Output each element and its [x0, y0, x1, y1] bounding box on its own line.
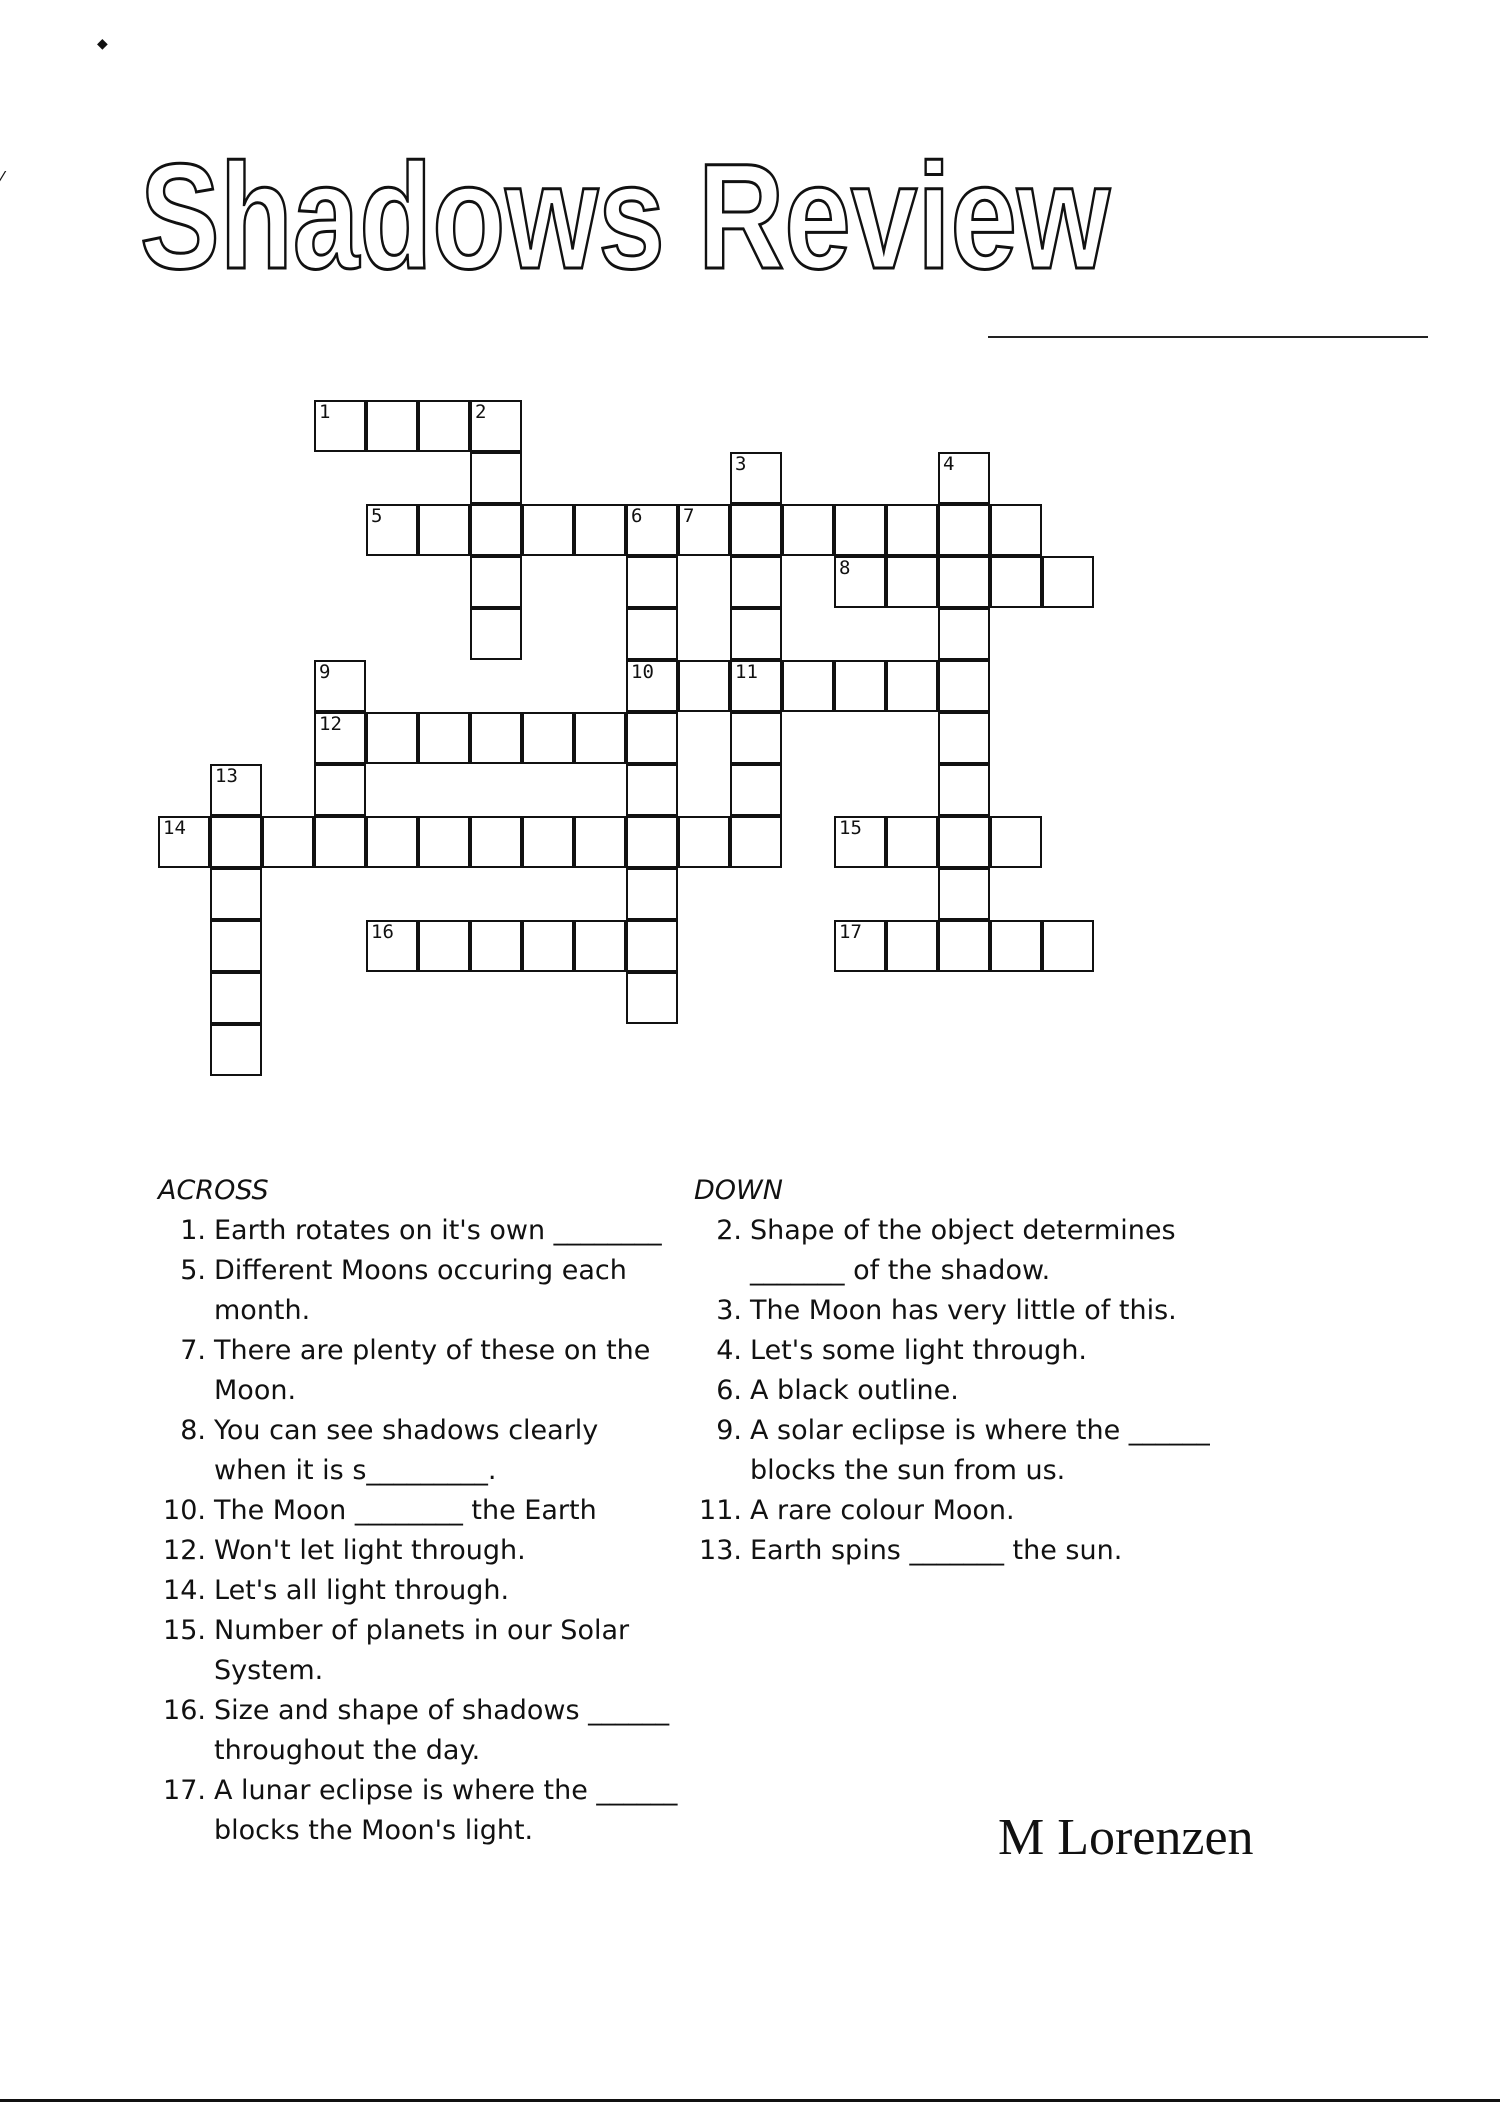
clue-number: 6 [631, 505, 643, 527]
scan-mark: ⁄ [0, 168, 4, 189]
clue-number: 13 [215, 765, 238, 787]
crossword-cell[interactable] [210, 920, 262, 972]
crossword-cell[interactable] [626, 712, 678, 764]
crossword-cell[interactable] [314, 400, 366, 452]
clue-num: 5. [180, 1255, 206, 1286]
crossword-cell[interactable] [366, 920, 418, 972]
crossword-cell[interactable] [158, 816, 210, 868]
crossword-cell[interactable] [782, 504, 834, 556]
clue-number: 9 [319, 661, 331, 683]
clue-number: 16 [371, 921, 394, 943]
crossword-cell[interactable] [938, 556, 990, 608]
clue-number: 12 [319, 713, 342, 735]
clue-text: Earth spins _______ the sun. [750, 1535, 1123, 1566]
crossword-cell[interactable] [418, 400, 470, 452]
crossword-cell[interactable] [730, 764, 782, 816]
clue-num: 2. [716, 1215, 742, 1246]
crossword-cell[interactable] [730, 504, 782, 556]
crossword-cell[interactable] [834, 660, 886, 712]
crossword-cell[interactable] [522, 712, 574, 764]
crossword-cell[interactable] [626, 556, 678, 608]
crossword-cell[interactable] [470, 504, 522, 556]
clue-num: 7. [180, 1335, 206, 1366]
crossword-cell[interactable] [418, 712, 470, 764]
across-clue [158, 1531, 678, 1571]
crossword-cell[interactable] [730, 556, 782, 608]
crossword-cell[interactable] [886, 660, 938, 712]
crossword-cell[interactable] [730, 712, 782, 764]
across-clue [158, 1211, 678, 1251]
clue-text: Different Moons occuring each month. [214, 1255, 627, 1326]
crossword-cell[interactable] [210, 816, 262, 868]
crossword-cell[interactable] [834, 556, 886, 608]
clue-num: 6. [716, 1375, 742, 1406]
crossword-cell[interactable] [730, 608, 782, 660]
crossword-cell[interactable] [314, 764, 366, 816]
crossword-cell[interactable] [626, 504, 678, 556]
author-name: M Lorenzen [998, 1809, 1254, 1866]
crossword-cell[interactable] [834, 816, 886, 868]
clue-num: 8. [180, 1415, 206, 1446]
crossword-cell[interactable] [366, 400, 418, 452]
crossword-cell[interactable] [366, 816, 418, 868]
clue-number: 11 [735, 661, 758, 683]
clue-text: You can see shadows clearly when it is s_________. [214, 1415, 599, 1486]
crossword-cell[interactable] [730, 452, 782, 504]
clue-num: 1. [180, 1215, 206, 1246]
title-text: Shadows Review [140, 132, 1111, 300]
crossword-cell[interactable] [470, 920, 522, 972]
clue-text: Won't let light through. [214, 1535, 526, 1566]
crossword-cell[interactable] [834, 504, 886, 556]
clue-text: Let's some light through. [750, 1335, 1088, 1366]
clue-text: Earth rotates on it's own ________ [214, 1215, 662, 1246]
crossword-cell[interactable] [626, 972, 678, 1024]
crossword-cell[interactable] [938, 452, 990, 504]
crossword-cell[interactable] [522, 816, 574, 868]
across-clue [158, 1331, 678, 1411]
crossword-cell[interactable] [938, 920, 990, 972]
across-clue [158, 1571, 678, 1611]
clue-number: 7 [683, 505, 695, 527]
crossword-cell[interactable] [1042, 920, 1094, 972]
crossword-cell[interactable] [210, 868, 262, 920]
crossword-cell[interactable] [262, 816, 314, 868]
crossword-cell[interactable] [938, 868, 990, 920]
crossword-cell[interactable] [938, 504, 990, 556]
crossword-cell[interactable] [626, 920, 678, 972]
down-clue [694, 1411, 1254, 1491]
clue-text: There are plenty of these on the Moon. [214, 1335, 651, 1406]
crossword-cell[interactable] [1042, 556, 1094, 608]
crossword-cell[interactable] [210, 972, 262, 1024]
crossword-cell[interactable] [938, 816, 990, 868]
crossword-cell[interactable] [938, 712, 990, 764]
crossword-cell[interactable] [574, 816, 626, 868]
down-clue [694, 1371, 1254, 1411]
down-clue [694, 1291, 1254, 1331]
clue-number: 10 [631, 661, 654, 683]
clue-number: 15 [839, 817, 862, 839]
crossword-cell[interactable] [210, 1024, 262, 1076]
clue-number: 14 [163, 817, 186, 839]
crossword-cell[interactable] [886, 504, 938, 556]
clue-num: 14. [163, 1575, 206, 1606]
across-heading: ACROSS [158, 1175, 269, 1206]
crossword-cell[interactable] [470, 608, 522, 660]
clue-num: 11. [699, 1495, 742, 1526]
crossword-cell[interactable] [990, 920, 1042, 972]
clue-num: 4. [716, 1335, 742, 1366]
crossword-cell[interactable] [834, 920, 886, 972]
crossword-cell[interactable] [470, 556, 522, 608]
crossword-cell[interactable] [574, 920, 626, 972]
crossword-cell[interactable] [522, 920, 574, 972]
crossword-cell[interactable] [730, 816, 782, 868]
down-clue [694, 1331, 1254, 1371]
clue-text: Size and shape of shadows ______ throughout the day. [214, 1695, 670, 1766]
crossword-cell[interactable] [470, 400, 522, 452]
clue-num: 13. [699, 1535, 742, 1566]
crossword-cell[interactable] [678, 504, 730, 556]
crossword-cell[interactable] [626, 660, 678, 712]
clue-text: A solar eclipse is where the ______ blocks the sun from us. [750, 1415, 1210, 1486]
crossword-cell[interactable] [626, 868, 678, 920]
across-clue [158, 1491, 678, 1531]
crossword-cell[interactable] [990, 504, 1042, 556]
down-clue [694, 1491, 1254, 1531]
crossword-cell[interactable] [678, 816, 730, 868]
crossword-cell[interactable] [990, 556, 1042, 608]
crossword-cell[interactable] [314, 816, 366, 868]
page-bottom-rule [0, 2099, 1500, 2102]
crossword-cell[interactable] [990, 816, 1042, 868]
crossword-cell[interactable] [366, 504, 418, 556]
clue-num: 12. [163, 1535, 206, 1566]
crossword-cell[interactable] [418, 504, 470, 556]
crossword-cell[interactable] [418, 816, 470, 868]
crossword-cell[interactable] [470, 816, 522, 868]
crossword-cell[interactable] [730, 660, 782, 712]
clue-number: 1 [319, 401, 331, 423]
crossword-cell[interactable] [938, 764, 990, 816]
scan-speck: ◆ [97, 36, 108, 52]
crossword-cell[interactable] [678, 660, 730, 712]
crossword-cell[interactable] [314, 660, 366, 712]
clue-text: A black outline. [750, 1375, 959, 1406]
clue-num: 17. [163, 1775, 206, 1806]
crossword-cell[interactable] [626, 764, 678, 816]
clue-text: The Moon has very little of this. [750, 1295, 1177, 1326]
crossword-cell[interactable] [522, 504, 574, 556]
clue-number: 17 [839, 921, 862, 943]
clue-text: Shape of the object determines _______ of the shadow. [750, 1215, 1176, 1286]
across-clue [158, 1411, 678, 1491]
crossword-cell[interactable] [574, 712, 626, 764]
clue-text: Let's all light through. [214, 1575, 510, 1606]
crossword-cell[interactable] [782, 660, 834, 712]
crossword-cell[interactable] [418, 920, 470, 972]
down-heading: DOWN [694, 1175, 783, 1206]
clue-text: A rare colour Moon. [750, 1495, 1015, 1526]
across-clue [158, 1611, 678, 1691]
clue-text: A lunar eclipse is where the ______ blocks the Moon's light. [214, 1775, 678, 1846]
crossword-cell[interactable] [938, 608, 990, 660]
down-clue [694, 1531, 1254, 1571]
across-clue [158, 1771, 678, 1851]
clue-number: 5 [371, 505, 383, 527]
crossword-cell[interactable] [886, 816, 938, 868]
crossword-cell[interactable] [626, 608, 678, 660]
crossword-cell[interactable] [470, 452, 522, 504]
crossword-cell[interactable] [886, 920, 938, 972]
crossword-cell[interactable] [626, 816, 678, 868]
down-clue [694, 1211, 1254, 1291]
down-clues [694, 1171, 1254, 1571]
clue-num: 3. [716, 1295, 742, 1326]
clue-number: 3 [735, 453, 747, 475]
across-clue [158, 1251, 678, 1331]
clue-text: The Moon ________ the Earth [214, 1495, 597, 1526]
across-clues [158, 1171, 678, 1851]
clue-text: Number of planets in our Solar System. [214, 1615, 630, 1686]
across-clue [158, 1691, 678, 1771]
clue-number: 4 [943, 453, 955, 475]
clue-num: 10. [163, 1495, 206, 1526]
clue-num: 9. [716, 1415, 742, 1446]
crossword-cell[interactable] [938, 660, 990, 712]
clue-num: 15. [163, 1615, 206, 1646]
crossword-cell[interactable] [314, 712, 366, 764]
crossword-cell[interactable] [210, 764, 262, 816]
clue-number: 2 [475, 401, 487, 423]
crossword-cell[interactable] [470, 712, 522, 764]
clue-num: 16. [163, 1695, 206, 1726]
crossword-cell[interactable] [886, 556, 938, 608]
clue-number: 8 [839, 557, 851, 579]
crossword-cell[interactable] [366, 712, 418, 764]
crossword-cell[interactable] [574, 504, 626, 556]
